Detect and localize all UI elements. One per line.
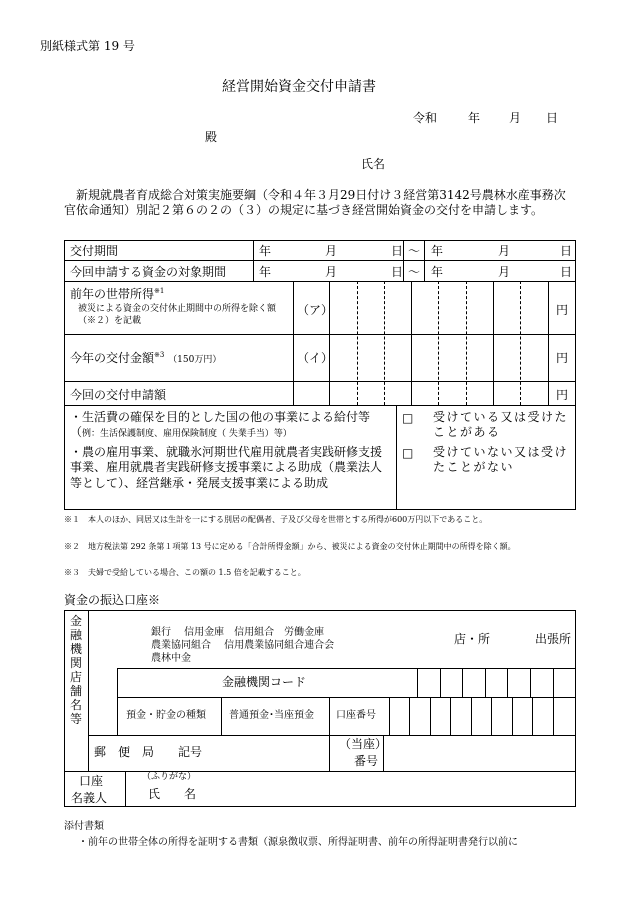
note-2: ※２ 地方税法第 292 条第１項第 13 号に定める「合計所得金額」から、被災による資金の交付休止期間中の所得を除く額。 [64,542,516,551]
target-start-day: 日 [391,265,404,279]
date-year: 年 [468,111,481,125]
bank-code-label: 金融機関コード [222,675,307,689]
intro-text: 新規就農者育成総合対策実施要綱（令和４年３月29日付け３経営第3142号農林水産事務次官依命通知）別記２第６の２の（３）の規定に基づき経営開始資金の交付を申請します。 [64,188,566,218]
attachment-item-1: ・前年の世帯全体の所得を証明する書類（源泉徴収票、所得証明書、前年の所得証明書発行以前に [78,837,518,848]
target-start-year: 年 [259,265,272,279]
target-start-month: 月 [325,265,338,279]
request-yen: 円 [556,388,569,402]
note-1: ※１ 本人のほか、同居又は生計を一にする別居の配偶者、子及び父母を世帯とする所得が600万円以下であること。 [64,515,488,524]
date-day: 日 [546,111,559,125]
target-end-year: 年 [431,265,444,279]
amount-label: 今年の交付金額$^{※3}$ （150万円） [70,351,222,365]
bank-heading: 資金の振込口座※ [64,593,161,607]
request-label: 今回の交付申請額 [70,388,167,402]
account-number-label: 口座番号 [336,710,376,721]
deposit-type-value[interactable]: 普通預金･当座預金 [229,710,314,721]
option-not-received: 受けていない又は受けたことがない [433,445,569,475]
current-account-label: （当座） [339,737,388,751]
income-label: 前年の世帯所得$^{※1}$ [70,287,165,301]
bank-types-line3: 農林中金 [151,653,191,664]
date-month: 月 [509,111,522,125]
holder-label-1: 口座 [79,774,104,788]
bank-types-line2: 農業協同組合 信用農業協同組合連合会 [151,640,335,651]
period-end-year: 年 [431,244,444,258]
period-start-month: 月 [325,244,338,258]
income-sub: 被災による資金の交付休止期間中の所得を除く額（※２）を記載 [78,304,277,326]
checkbox-not-received[interactable]: □ [402,446,414,460]
target-period-label: 今回申請する資金の対象期間 [70,265,227,279]
other-programs-2: ・農の雇用事業、就職氷河期世代雇用就農者実践研修支援事業、雇用就農者実践研修支援事業による助成（農業法人等として）、経営継承・発展支援事業による助成 [70,445,383,490]
holder-label-2: 名義人 [71,791,108,805]
period-tilde: ～ [408,244,421,258]
postal-label: 郵 便 局 記号 [94,745,203,759]
other-programs-1: ・生活費の確保を目的とした国の他の事業による給付等（例：生活保護制度、雇用保険制度（ 失業手当）等） [70,410,371,440]
marker-i: （イ） [297,351,334,365]
form-number: 別紙様式第 19 号 [40,39,135,53]
addressee-suffix: 殿 [205,130,218,144]
target-tilde: ～ [408,265,421,279]
income-yen: 円 [556,303,569,317]
postal-number-label: 番号 [354,754,379,768]
option-received: 受けている又は受けたことがある [433,410,569,440]
period-end-day: 日 [560,244,573,258]
checkbox-received[interactable]: □ [402,411,414,425]
target-end-month: 月 [498,265,511,279]
date-era: 令和 [413,111,438,125]
name-label: 氏名 [361,157,386,171]
deposit-type-label: 預金・貯金の種類 [126,710,206,721]
attachments-heading: 添付書類 [64,821,104,832]
bank-types-line1: 銀行 信用金庫 信用組合 労働金庫 [151,627,325,638]
branch-label: 店・所 [454,632,491,646]
sub-branch-label: 出張所 [535,632,572,646]
period-start-year: 年 [259,244,272,258]
period-start-day: 日 [391,244,404,258]
note-3: ※３ 夫婦で受給している場合、この額の 1.5 倍を記載すること。 [64,568,306,577]
period-label: 交付期間 [70,244,119,258]
bank-side-label: 金融機関店舗名等 [69,614,82,726]
period-end-month: 月 [498,244,511,258]
furigana-label: （ふりがな） [142,772,197,782]
holder-name-label: 氏 名 [148,787,197,801]
target-end-day: 日 [560,265,573,279]
amount-yen: 円 [556,351,569,365]
page-title: 経営開始資金交付申請書 [222,79,376,95]
marker-a: （ア） [297,303,334,317]
